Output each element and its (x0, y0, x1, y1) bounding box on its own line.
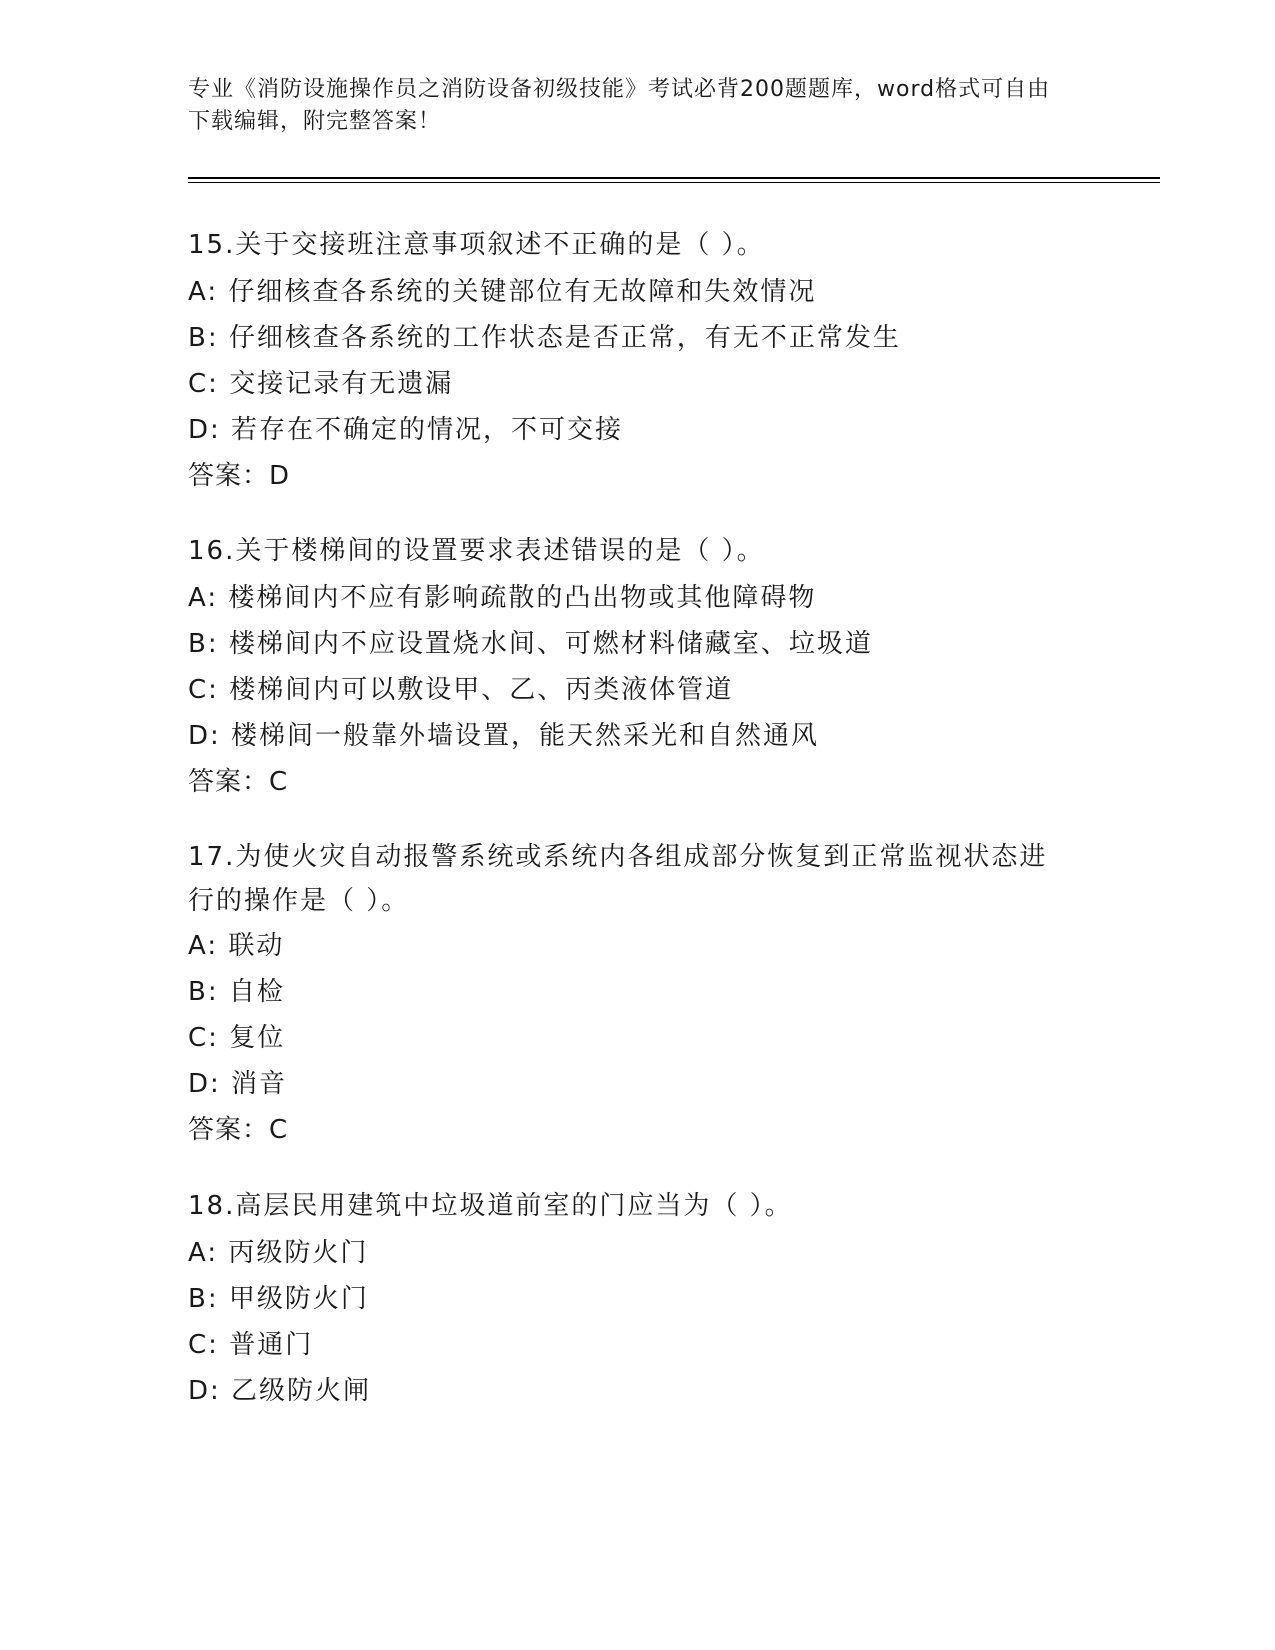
option-c (188, 1322, 1088, 1368)
option-label: C: (188, 1023, 219, 1053)
option-a (188, 269, 1088, 315)
option-a (188, 1230, 1088, 1276)
option-c (188, 361, 1088, 407)
option-label: D: (188, 1376, 221, 1406)
option-c (188, 1015, 1068, 1061)
option-label: C: (188, 675, 219, 705)
option-b (188, 621, 1088, 667)
option-b (188, 1276, 1088, 1322)
question-15 (188, 223, 1088, 499)
answer-label: 答案： (188, 461, 270, 491)
question-17 (188, 835, 1068, 1153)
option-d (188, 713, 1088, 759)
option-label: B: (188, 977, 219, 1007)
question-stem: 16.关于楼梯间的设置要求表述错误的是（ ）。 (188, 536, 765, 566)
answer-value: C (269, 1115, 289, 1145)
option-label: C: (188, 369, 219, 399)
option-text: 楼梯间内不应有影响疏散的凸出物或其他障碍物 (228, 583, 817, 613)
option-text: 普通门 (229, 1330, 314, 1360)
header-divider-thick (188, 177, 1160, 179)
question-16 (188, 529, 1088, 805)
option-text: 联动 (228, 931, 285, 961)
option-text: 若存在不确定的情况，不可交接 (231, 415, 624, 445)
question-stem: 17.为使火灾自动报警系统或系统内各组成部分恢复到正常监视状态进行的操作是（ ）。 (188, 842, 1048, 916)
answer-label: 答案： (188, 767, 270, 797)
question-stem: 15.关于交接班注意事项叙述不正确的是（ ）。 (188, 230, 765, 260)
option-text: 丙级防火门 (228, 1238, 369, 1268)
answer-line (188, 453, 1088, 499)
option-text: 仔细核查各系统的工作状态是否正常，有无不正常发生 (228, 323, 901, 353)
option-label: A: (188, 931, 219, 961)
answer-label: 答案： (188, 1115, 270, 1145)
option-d (188, 1368, 1088, 1414)
option-a (188, 923, 1068, 969)
option-label: A: (188, 1238, 219, 1268)
option-text: 交接记录有无遗漏 (229, 369, 454, 399)
option-text: 甲级防火门 (228, 1284, 369, 1314)
option-text: 楼梯间一般靠外墙设置，能天然采光和自然通风 (231, 721, 820, 751)
answer-value: D (269, 461, 291, 491)
option-text: 消音 (231, 1069, 288, 1099)
option-label: A: (188, 277, 219, 307)
answer-line (188, 759, 1088, 805)
document-header: 专业《消防设施操作员之消防设备初级技能》考试必背200题题库，word格式可自由下载编辑，附完整答案！ (188, 77, 1051, 134)
header-divider-thin (188, 182, 1160, 183)
option-label: D: (188, 415, 221, 445)
answer-value: C (269, 767, 289, 797)
option-text: 仔细核查各系统的关键部位有无故障和失效情况 (228, 277, 817, 307)
option-label: D: (188, 721, 221, 751)
option-text: 复位 (229, 1023, 286, 1053)
option-c (188, 667, 1088, 713)
option-label: A: (188, 583, 219, 613)
option-label: C: (188, 1330, 219, 1360)
question-stem: 18.高层民用建筑中垃圾道前室的门应当为（ ）。 (188, 1191, 793, 1221)
option-label: B: (188, 323, 219, 353)
option-b (188, 969, 1068, 1015)
option-label: B: (188, 629, 219, 659)
option-label: B: (188, 1284, 219, 1314)
option-a (188, 575, 1088, 621)
option-text: 乙级防火闸 (231, 1376, 372, 1406)
option-text: 楼梯间内可以敷设甲、乙、丙类液体管道 (229, 675, 734, 705)
question-18 (188, 1184, 1088, 1414)
option-d (188, 1061, 1068, 1107)
option-d (188, 407, 1088, 453)
option-b (188, 315, 1088, 361)
answer-line (188, 1107, 1068, 1153)
option-label: D: (188, 1069, 221, 1099)
option-text: 楼梯间内不应设置烧水间、可燃材料储藏室、垃圾道 (228, 629, 873, 659)
option-text: 自检 (228, 977, 285, 1007)
